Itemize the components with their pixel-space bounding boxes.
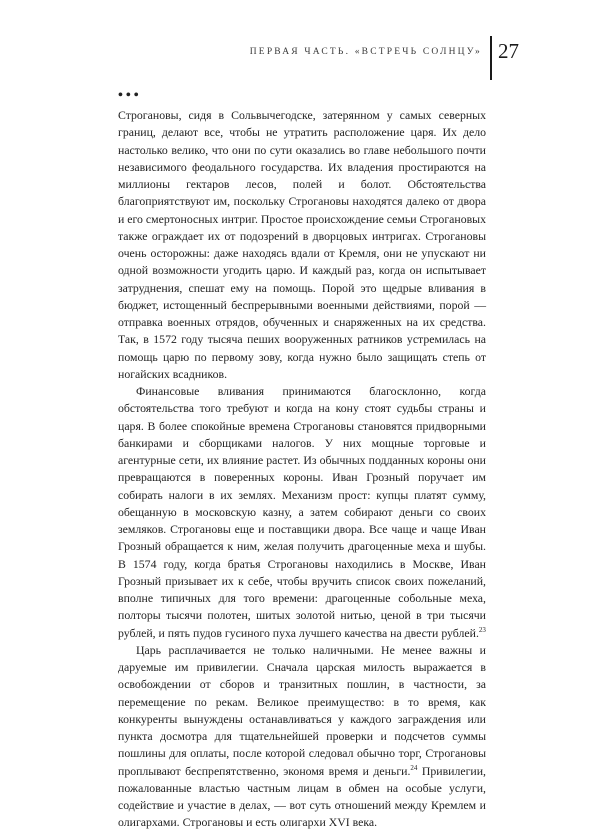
paragraph-text: Привилегии, пожалованные властью частным лицам в обмен на особые услуги, содействие и участие в делах, — вот суть отношений между Кремлем и олигархами. Строгановы и есть олигархи XVI века. xyxy=(118,763,486,830)
header-divider xyxy=(490,36,492,80)
paragraph-text: Царь расплачивается не только наличными. Не менее важны и даруемые им привилегии. Сначала царская милость выражается в освобождении от сборов и транзитных пошлин, в частности, за перемещение по рекам. Великое преимущество: в то время, как конкуренты вынуждены останавливаться у каждого заграждения или пункта досмотра для тщательнейшей проверки и подсчетов суммы пошлины для оплаты, после которой следовал обычно торг, Строгановы проплывают беспрепятственно, экономя время и деньги. xyxy=(118,642,486,778)
paragraph-2 xyxy=(118,383,486,642)
running-head-title: ПЕРВАЯ ЧАСТЬ. «ВСТРЕЧЬ СОЛНЦУ» xyxy=(249,47,482,57)
paragraph-1 xyxy=(118,107,486,383)
body-text xyxy=(118,107,486,832)
footnote-marker[interactable]: 23 xyxy=(478,625,486,634)
footnote-marker[interactable]: 24 xyxy=(410,763,418,772)
page-number: 27 xyxy=(498,39,519,63)
section-marker: ••• xyxy=(118,88,142,103)
paragraph-text: Финансовые вливания принимаются благосклонно, когда обстоятельства того требуют и когда на кону стоят судьбы страны и царя. В более спокойные времена Строгановы становятся придворными банкирами и сборщиками налогов. У них мощные торговые и агентурные сети, их влияние растет. Из обычных подданных короны они превращаются в поверенных короны. Иван Грозный поручает им собирать налоги в их землях. Механизм прост: купцы платят сумму, обещанную в московскую казну, а затем собирают деньги со своих земляков. Строгановы еще и поставщики двора. Все чаще и чаще Иван Грозный обращается к ним, желая получить драгоценные меха и шубы. В 1574 году, когда братья Строгановы находились в Москве, Иван Грозный призывает их к себе, чтобы вручить список своих пожеланий, вполне типичных для того времени: драгоценные собольные меха, полторы тысячи полотен, шитых золотой нитью, ценой в три тысячи рублей, и пять пудов гусиного пуха лучшего качества на двести рублей. xyxy=(118,384,486,640)
paragraph-3 xyxy=(118,642,486,832)
running-header xyxy=(0,36,600,80)
paragraph-text: Строгановы, сидя в Сольвычегодске, затерянном у самых северных границ, делают все, чтобы не утратить расположение царя. Их дело настолько велико, что они по сути оказались во главе небольшого почти независимого феодального государства. Их владения простираются на миллионы гектаров лесов, полей и болот. Обстоятельства благоприятствуют им, поскольку Строгановы находятся далеко от двора и его смертоносных интриг. Простое происхождение семьи Строгановых также ограждает их от подозрений в дворцовых интригах. Строгановы очень осторожны: даже находясь вдали от Кремля, они не упускают ни одной возможности угодить царю. И каждый раз, когда он испытывает затруднения, спешат ему на помощь. Порой это щедрые вливания в бюджет, истощенный беспрерывными военными действиями, порой — отправка военных отрядов, обученных и снаряженных на их средства. Так, в 1572 году тысяча пеших вооруженных ратников устремилась на помощь царю по первому зову, когда нужно было защищать степь от ногайских всадников. xyxy=(118,108,486,381)
